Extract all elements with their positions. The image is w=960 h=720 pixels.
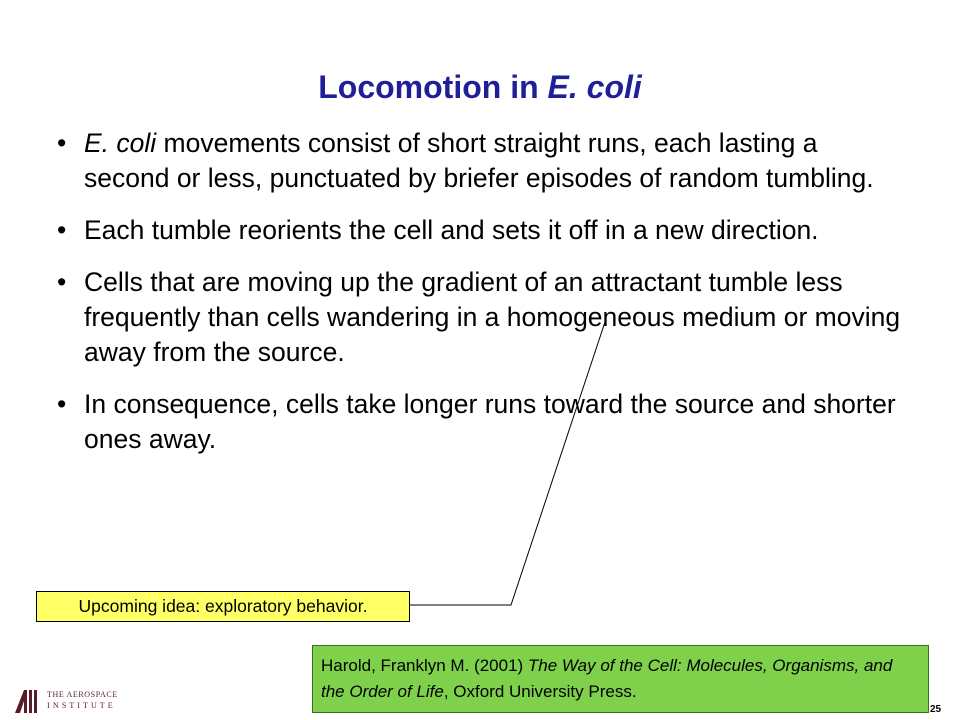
logo-line-2: I N S T I T U T E bbox=[47, 701, 114, 710]
aerospace-institute-logo bbox=[13, 688, 153, 714]
callout-box bbox=[36, 591, 410, 622]
citation-lead: Harold, Franklyn M. (2001) bbox=[321, 656, 528, 675]
bullet-italic-lead: E. coli bbox=[84, 128, 157, 158]
citation-title: The Way of the Cell: Molecules, Organisms, and the Order of Life bbox=[321, 656, 893, 701]
logo-line-1: THE AEROSPACE bbox=[47, 690, 118, 699]
bullet-item bbox=[57, 387, 907, 457]
page-number: 25 bbox=[930, 704, 942, 715]
bullet-marker: • bbox=[57, 389, 67, 419]
bullet-text: In consequence, cells take longer runs toward the source and shorter ones away. bbox=[84, 389, 896, 454]
logo-mark-icon bbox=[13, 688, 43, 714]
logo-text bbox=[47, 689, 118, 711]
citation-tail: , Oxford University Press. bbox=[443, 682, 637, 701]
bullet-marker: • bbox=[57, 128, 67, 158]
bullet-marker: • bbox=[57, 267, 67, 297]
slide-title bbox=[0, 67, 960, 107]
title-italic: E. coli bbox=[547, 69, 642, 106]
callout-text: Upcoming idea: exploratory behavior. bbox=[78, 596, 368, 616]
bullet-item bbox=[57, 265, 907, 370]
bullet-text: Cells that are moving up the gradient of an attractant tumble less frequently than cells wandering in a homogeneous medium or moving away from the source. bbox=[84, 267, 901, 367]
title-plain: Locomotion in bbox=[318, 69, 548, 106]
bullet-item bbox=[57, 126, 907, 196]
bullet-text: Each tumble reorients the cell and sets it off in a new direction. bbox=[84, 215, 819, 245]
citation-box bbox=[312, 645, 929, 713]
bullet-list bbox=[57, 126, 907, 474]
bullet-marker: • bbox=[57, 215, 67, 245]
bullet-text: movements consist of short straight runs, each lasting a second or less, punctuated by briefer episodes of random tumbling. bbox=[84, 128, 874, 193]
bullet-item bbox=[57, 213, 907, 248]
